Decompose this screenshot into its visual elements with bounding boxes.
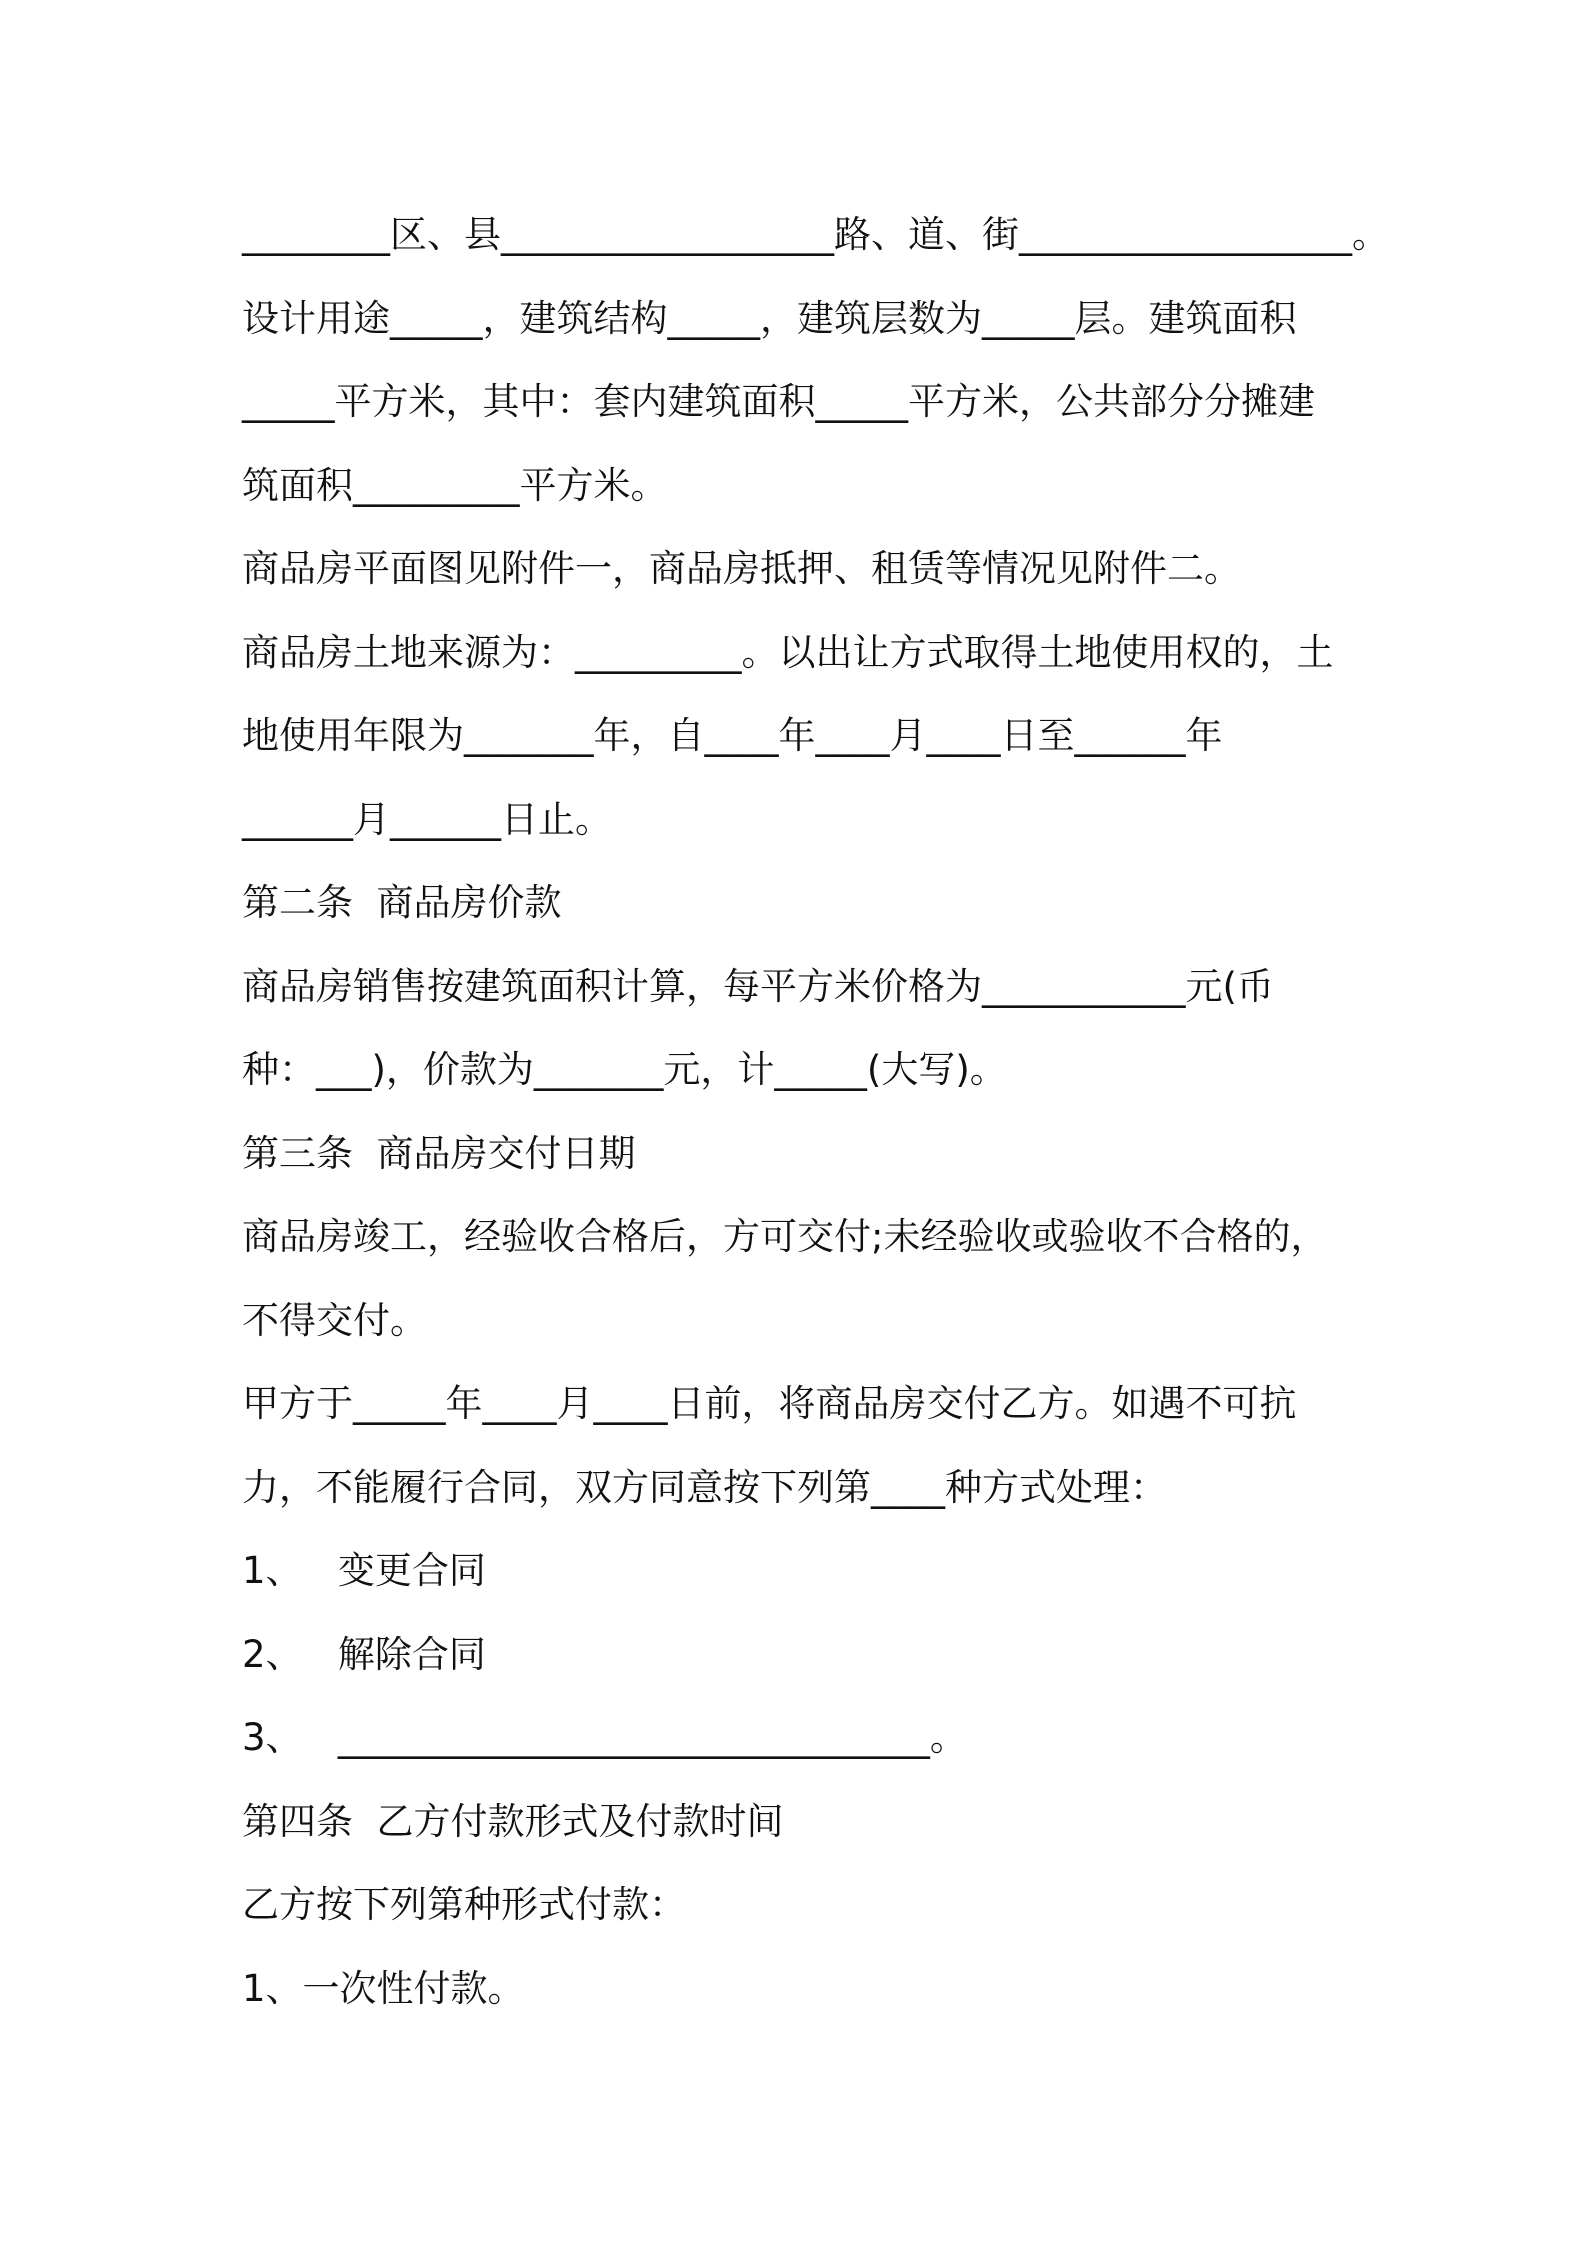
shared-area-line: 筑面积_________平方米。 [242, 463, 668, 507]
land-term-end-line: ______月______日止。 [242, 797, 612, 841]
price-line: 商品房销售按建筑面积计算，每平方米价格为___________元(币 [242, 964, 1274, 1008]
design-usage-line: 设计用途_____，建筑结构_____，建筑层数为_____层。建筑面积 [242, 296, 1297, 340]
attachments-line: 商品房平面图见附件一，商品房抵押、租赁等情况见附件二。 [242, 547, 1241, 590]
article-4-heading: 第四条 乙方付款形式及付款时间 [242, 1799, 784, 1843]
delivery-condition-line: 商品房竣工，经验收合格后，方可交付;未经验收或验收不合格的， [242, 1215, 1328, 1258]
article-3-heading: 第三条 商品房交付日期 [242, 1131, 636, 1175]
payment-option-1-line: 1、一次性付款。 [242, 1966, 525, 2010]
delivery-date-line: 甲方于_____年____月____日前，将商品房交付乙方。如遇不可抗 [242, 1382, 1297, 1425]
payment-form-line: 乙方按下列第种形式付款： [242, 1883, 686, 1926]
contract-body [242, 193, 1389, 2030]
option-1-line: 1、 变更合同 [242, 1549, 486, 1592]
option-2-line: 2、 解除合同 [242, 1632, 486, 1676]
delivery-condition-end-line: 不得交付。 [242, 1298, 427, 1342]
land-source-line: 商品房土地来源为：_________。以出让方式取得土地使用权的，土 [242, 630, 1334, 674]
article-2-heading: 第二条 商品房价款 [242, 881, 562, 924]
option-3-line: 3、 ________________________________。 [242, 1716, 967, 1759]
address-line: ________区、县__________________路、道、街__________________。 [242, 213, 1389, 256]
land-term-line: 地使用年限为_______年，自____年____月____日至______年 [242, 714, 1223, 757]
area-line: _____平方米，其中：套内建筑面积_____平方米，公共部分分摊建 [242, 380, 1315, 423]
force-majeure-line: 力，不能履行合同，双方同意按下列第____种方式处理： [242, 1465, 1167, 1509]
price-total-line: 种：___)，价款为_______元，计_____(大写)。 [242, 1048, 1007, 1091]
